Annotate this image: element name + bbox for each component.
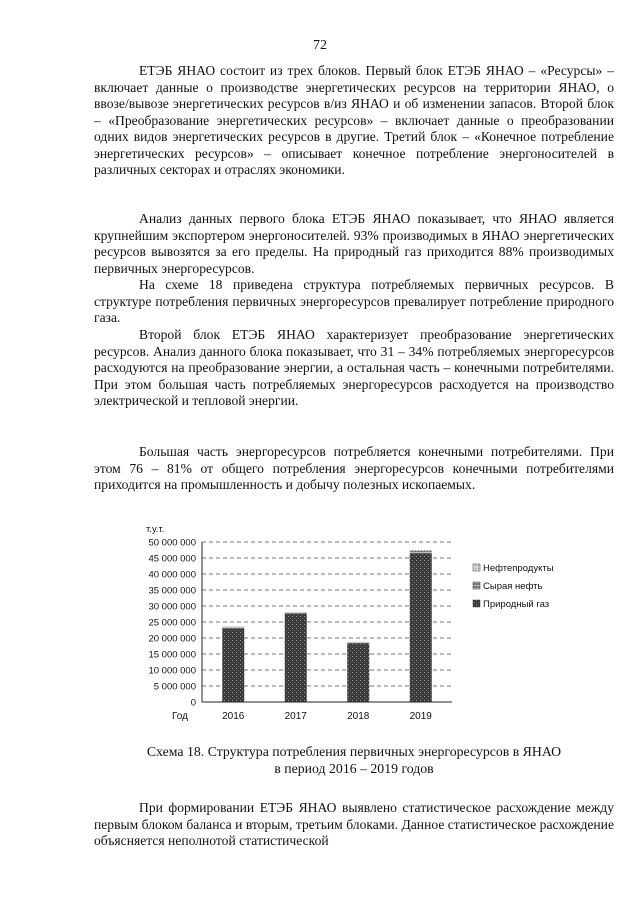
paragraph-first-block-analysis: Анализ данных первого блока ЕТЭБ ЯНАО показывает, что ЯНАО является крупнейшим экспортером энергоносителей. 93% производимых в ЯНАО энергетических ресурсов вывозятся за его пределы. На природный газ приходится 88% производимых первичных энергоресурсов.: [94, 211, 614, 276]
y-tick-label: 50 000 000: [148, 537, 196, 549]
bar-segment: [285, 613, 307, 614]
bar-segment: [285, 614, 307, 702]
legend-swatch: [473, 600, 480, 607]
x-tick-label: 2018: [347, 711, 370, 722]
bar-segment: [410, 553, 432, 702]
y-tick-label: 10 000 000: [148, 665, 196, 677]
bar-segment: [222, 627, 244, 628]
x-tick-label: 2019: [409, 711, 432, 722]
paragraph-scheme-18-intro: На схеме 18 приведена структура потребляемых первичных ресурсов. В структуре потребления первичных энергоресурсов превалирует потребление природного газа.: [94, 277, 614, 325]
y-tick-label: 20 000 000: [148, 633, 196, 645]
y-tick-label: 25 000 000: [148, 617, 196, 629]
bar-segment: [410, 551, 432, 553]
paragraph-etb-structure: ЕТЭБ ЯНАО состоит из трех блоков. Первый блок ЕТЭБ ЯНАО – «Ресурсы» – включает данные о производстве энергетических ресурсов на территории ЯНАО, о ввозе/вывозе энергетических ресурсов в/из ЯНАО и об изменении запасов. Второй блок – «Преобразование энергетических ресурсов» – включает данные о преобразовании одних видов энергетических ресурсов в другие. Третий блок – «Конечное потребление энергетических ресурсов» – описывает конечное потребление энергоносителей в различных секторах и отраслях экономики.: [94, 63, 614, 177]
chart-caption-line1: Схема 18. Структура потребления первичных энергоресурсов в ЯНАО: [146, 744, 562, 759]
legend-label: Нефтепродукты: [483, 563, 554, 574]
chart-caption: [94, 743, 614, 777]
paragraph-final-consumption: Большая часть энергоресурсов потребляется конечными потребителями. При этом 76 – 81% от общего потребления энергоресурсов конечными потребителями приходится на промышленность и добычу полезных ископаемых.: [94, 444, 614, 492]
bar-segment: [222, 628, 244, 702]
legend-label: Природный газ: [483, 599, 550, 610]
bar-segment: [410, 550, 432, 551]
legend-swatch: [473, 564, 480, 571]
y-tick-label: 0: [190, 697, 196, 709]
bar-segment: [347, 642, 369, 643]
y-tick-label: 35 000 000: [148, 585, 196, 597]
bar-segment: [285, 612, 307, 613]
bar-segment: [347, 643, 369, 702]
paragraph-second-block-analysis: Второй блок ЕТЭБ ЯНАО характеризует преобразование энергетических ресурсов. Анализ данного блока показывает, что 31 – 34% потребляемых энергоресурсов расходуются на преобразование энергии, а остальная часть – конечными потребителями. При этом большая часть потребляемых энергоресурсов расходуется на производство электрической и тепловой энергии.: [94, 327, 614, 408]
paragraph-statistical-discrepancy: При формировании ЕТЭБ ЯНАО выявлено статистическое расхождение между первым блоком баланса и вторым, третьим блоками. Данное статистическое расхождение объясняется неполнотой статистической: [94, 800, 614, 848]
chart-caption-line2: в период 2016 – 2019 годов: [274, 761, 434, 776]
bar-segment: [347, 642, 369, 643]
y-axis-title: т.у.т.: [146, 524, 165, 535]
y-tick-label: 5 000 000: [153, 681, 196, 693]
x-tick-label: 2016: [222, 711, 245, 722]
y-tick-label: 45 000 000: [148, 553, 196, 565]
legend-label: Сырая нефть: [483, 581, 543, 592]
bar-segment: [222, 626, 244, 627]
y-tick-label: 15 000 000: [148, 649, 196, 661]
x-axis-title: Год: [172, 711, 188, 722]
x-tick-label: 2017: [284, 711, 307, 722]
y-tick-label: 40 000 000: [148, 569, 196, 581]
y-tick-label: 30 000 000: [148, 601, 196, 613]
legend-swatch: [473, 582, 480, 589]
page-number: 72: [313, 38, 327, 53]
